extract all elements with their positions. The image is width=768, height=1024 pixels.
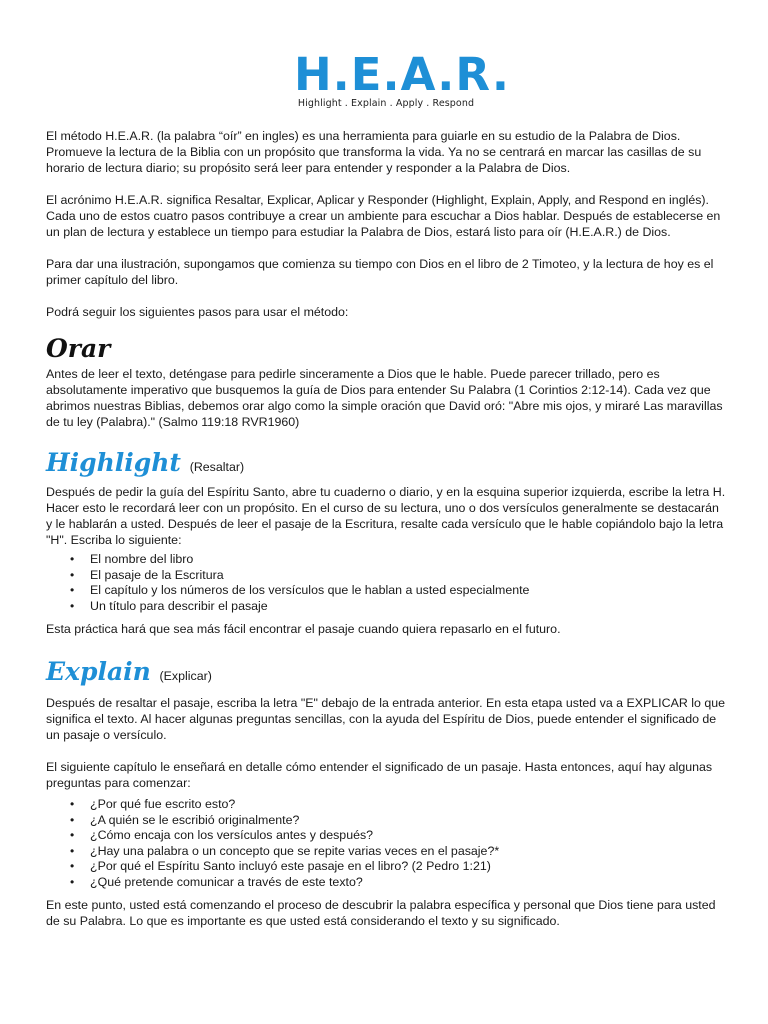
hear-logo (294, 48, 510, 110)
list-item: • ¿Hay una palabra o un concepto que se repite varias veces en el pasaje?* (90, 844, 726, 860)
document-body (46, 128, 726, 929)
list-item: • El capítulo y los números de los versículos que le hablan a usted especialmente (90, 583, 726, 599)
list-item: • ¿Por qué fue escrito esto? (90, 797, 726, 813)
highlight-heading-text: Highlight (46, 448, 181, 477)
orar-heading (46, 334, 726, 364)
highlight-after-paragraph: Esta práctica hará que sea más fácil encontrar el pasaje cuando quiera repasarlo en el futuro. (46, 622, 561, 636)
intro-paragraph-4: Podrá seguir los siguientes pasos para usar el método: (46, 305, 349, 319)
logo-subtitle: Highlight . Explain . Apply . Respond (297, 98, 475, 109)
logo-title: H.E.A.R. (294, 48, 510, 101)
highlight-subheading: (Resaltar) (189, 460, 245, 474)
explain-subheading: (Explicar) (159, 669, 212, 683)
list-item: • ¿A quién se le escribió originalmente? (90, 813, 726, 829)
list-item: • El pasaje de la Escritura (90, 568, 726, 584)
highlight-heading (46, 448, 726, 482)
intro-paragraph-2: El acrónimo H.E.A.R. significa Resaltar, Explicar, Aplicar y Responder (Highlight, Explain, Apply, and Respond en inglés). Cada uno de estos cuatro pasos contribuye a crear un ambiente para escuchar a Dios hablar. Después de establecerse en un plan de lectura y establece un tiempo para estudiar la Palabra de Dios, estará listo para oír (H.E.A.R.) de Dios. (46, 193, 721, 239)
intro-paragraph-1: El método H.E.A.R. (la palabra “oír” en ingles) es una herramienta para guiarle en su estudio de la Palabra de Dios. Promueve la lectura de la Biblia con un propósito que transforma la vida. Ya no se centrará en marcar las casillas de su horario de lectura diario; su propósito será leer para entender y responder a la Palabra de Dios. (46, 129, 702, 175)
list-item: • ¿Cómo encaja con los versículos antes y después? (90, 828, 726, 844)
explain-after-paragraph: En este punto, usted está comenzando el proceso de descubrir la palabra específica y personal que Dios tiene para usted de su Palabra. Lo que es importante es que usted está considerando el texto y su significado. (46, 898, 716, 928)
explain-paragraph-2: El siguiente capítulo le enseñará en detalle cómo entender el significado de un pasaje. Hasta entonces, aquí hay algunas preguntas para comenzar: (46, 760, 713, 790)
orar-paragraph: Antes de leer el texto, deténgase para pedirle sinceramente a Dios que le hable. Puede parecer trillado, pero es absolutamente imperativo que busquemos la guía de Dios para entender Su Palabra (1 Corintios 2:12-14). Cada vez que abrimos nuestras Biblias, debemos orar algo como la simple oración que David oró: "Abre mis ojos, y miraré Las maravillas de tu ley (Palabra)." (Salmo 119:18 RVR1960) (46, 367, 723, 429)
highlight-list (46, 552, 726, 614)
explain-paragraph-1: Después de resaltar el pasaje, escriba la letra "E" debajo de la entrada anterior. En esta etapa usted va a EXPLICAR lo que significa el texto. Al hacer algunas preguntas sencillas, con la ayuda del Espíritu de Dios, puede entender el significado de un pasaje o versículo. (46, 696, 725, 742)
list-item: • Un título para describir el pasaje (90, 599, 726, 615)
orar-heading-text: Orar (46, 334, 111, 363)
list-item: • ¿Por qué el Espíritu Santo incluyó este pasaje en el libro? (2 Pedro 1:21) (90, 859, 726, 875)
highlight-paragraph: Después de pedir la guía del Espíritu Santo, abre tu cuaderno o diario, y en la esquina superior izquierda, escribe la letra H. Hacer esto le recordará leer con un propósito. En el curso de su lectura, uno o dos versículos generalmente se destacarán y le hablarán a usted. Después de leer el pasaje de la Escritura, resalte cada versículo que le hable copiándolo bajo la letra "H". Escriba lo siguiente: (46, 485, 726, 547)
explain-heading-text: Explain (46, 657, 151, 686)
list-item: • El nombre del libro (90, 552, 726, 568)
explain-heading (46, 657, 726, 691)
intro-paragraph-3: Para dar una ilustración, supongamos que comienza su tiempo con Dios en el libro de 2 Timoteo, y la lectura de hoy es el primer capítulo del libro. (46, 257, 714, 287)
list-item: • ¿Qué pretende comunicar a través de este texto? (90, 875, 726, 891)
explain-list (46, 797, 726, 890)
